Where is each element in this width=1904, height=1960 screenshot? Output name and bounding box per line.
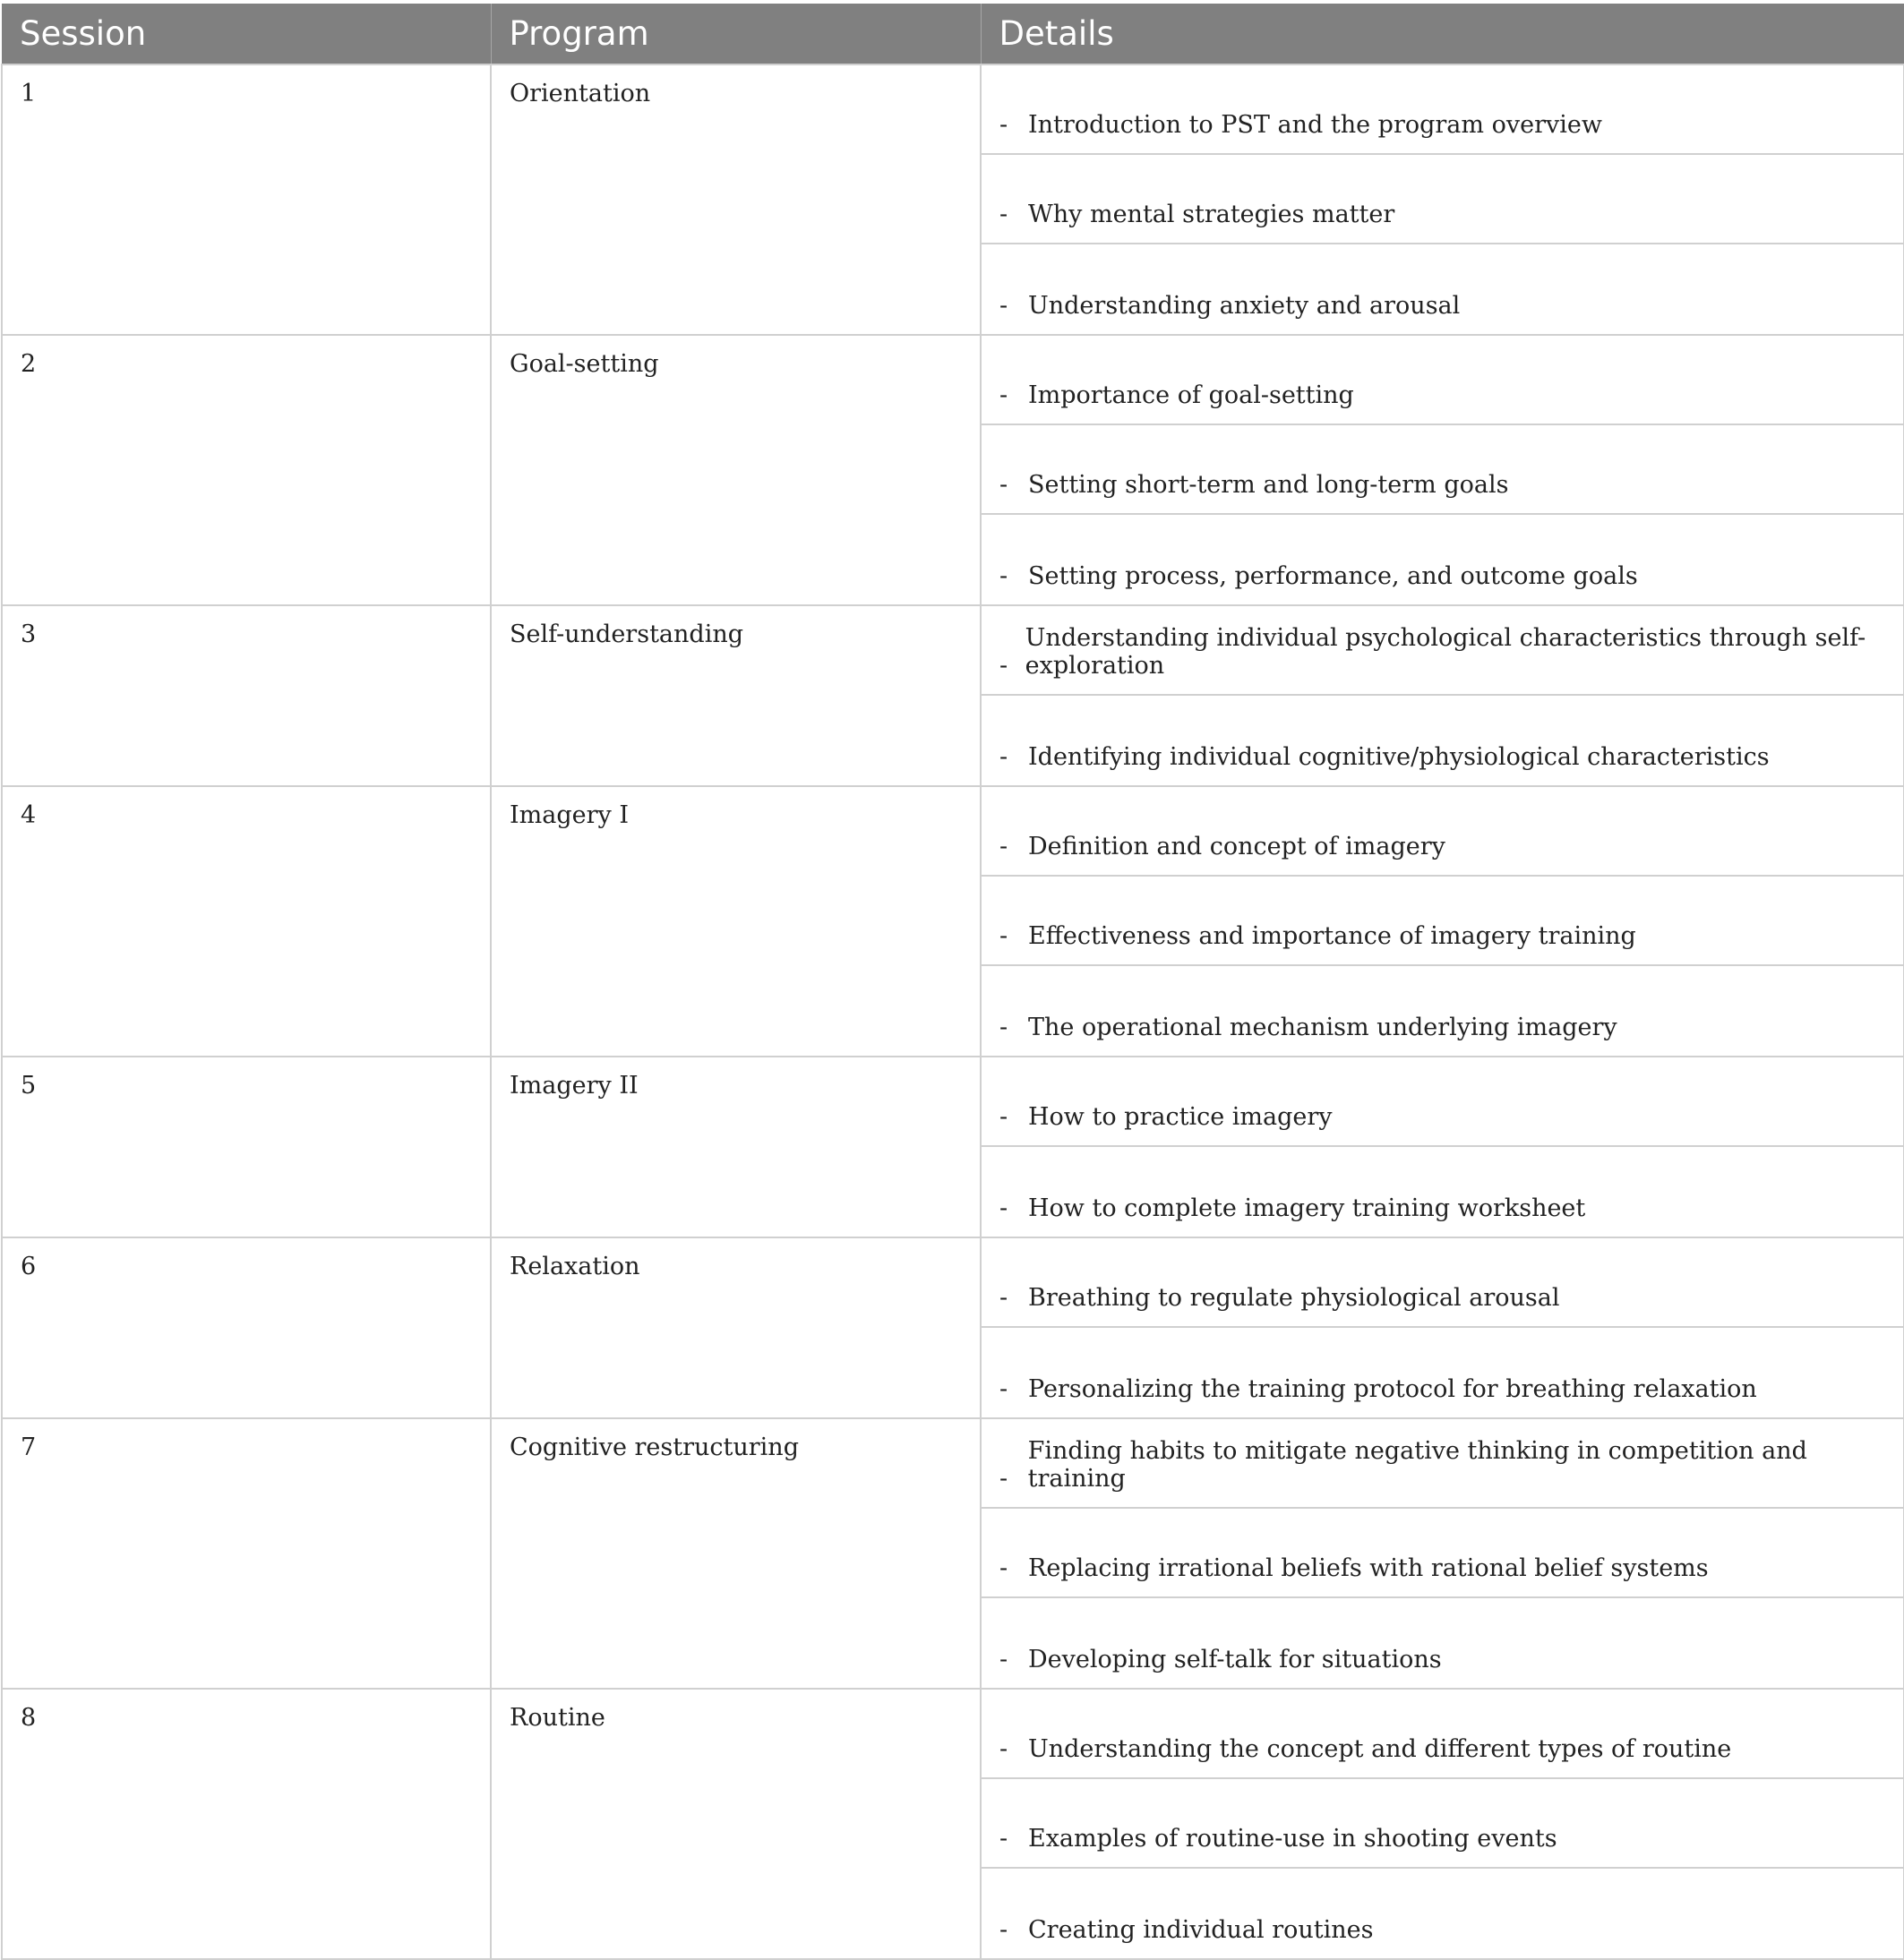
- dash-bullet: -: [999, 1465, 1008, 1493]
- detail-item: [982, 1869, 1903, 1958]
- dash-bullet: -: [999, 1735, 1008, 1763]
- detail-text: Understanding anxiety and arousal: [1028, 292, 1461, 320]
- dash-bullet: -: [999, 1103, 1008, 1131]
- table-row: [2, 1689, 1904, 1959]
- detail-item: [982, 155, 1903, 244]
- detail-text: Creating individual routines: [1028, 1916, 1374, 1944]
- detail-text: How to practice imagery: [1028, 1103, 1333, 1131]
- dash-bullet: -: [999, 1554, 1008, 1582]
- detail-text: Definition and concept of imagery: [1028, 833, 1445, 860]
- details-cell: [981, 786, 1904, 1057]
- details-cell: [981, 605, 1904, 786]
- table-body: [2, 64, 1904, 1959]
- dash-bullet: -: [999, 111, 1008, 139]
- dash-bullet: -: [999, 1014, 1008, 1041]
- detail-text: Finding habits to mitigate negative thinking in competition and training: [1027, 1437, 1807, 1493]
- detail-item: [982, 966, 1903, 1056]
- detail-item: [982, 1690, 1903, 1779]
- table-row: [2, 1237, 1904, 1418]
- detail-text: How to complete imagery training worksheet: [1028, 1194, 1586, 1222]
- header-program: Program: [491, 4, 981, 64]
- detail-text: Importance of goal-setting: [1028, 381, 1354, 409]
- dash-bullet: -: [999, 1825, 1008, 1853]
- dash-bullet: -: [999, 1375, 1008, 1403]
- detail-item: [982, 1419, 1903, 1509]
- program-name: Relaxation: [491, 1237, 981, 1418]
- program-name: Self-understanding: [491, 605, 981, 786]
- session-number: 1: [2, 64, 491, 335]
- detail-item: [982, 425, 1903, 515]
- detail-item: [982, 877, 1903, 966]
- session-number: 4: [2, 786, 491, 1057]
- detail-item: [982, 696, 1903, 785]
- detail-item: [982, 1598, 1903, 1688]
- detail-item: [982, 244, 1903, 334]
- detail-text: Breathing to regulate physiological arousal: [1028, 1284, 1560, 1312]
- detail-text: Introduction to PST and the program overview: [1028, 111, 1602, 139]
- page: [0, 4, 1904, 1956]
- detail-item: [982, 515, 1903, 604]
- detail-item: [982, 606, 1903, 696]
- program-name: Routine: [491, 1689, 981, 1959]
- dash-bullet: -: [999, 1916, 1008, 1944]
- header-session: Session: [2, 4, 491, 64]
- detail-text: Effectiveness and importance of imagery training: [1028, 922, 1636, 950]
- detail-item: [982, 336, 1903, 425]
- detail-item: [982, 1238, 1903, 1328]
- dash-bullet: -: [999, 471, 1008, 499]
- detail-item: [982, 1328, 1903, 1417]
- program-name: Orientation: [491, 64, 981, 335]
- program-name: Imagery II: [491, 1057, 981, 1237]
- sessions-table: [1, 4, 1904, 1960]
- detail-text: Why mental strategies matter: [1028, 201, 1395, 228]
- detail-item: [982, 1779, 1903, 1869]
- detail-text: Identifying individual cognitive/physiological characteristics: [1028, 743, 1770, 771]
- dash-bullet: -: [999, 292, 1008, 320]
- dash-bullet: -: [999, 922, 1008, 950]
- detail-text: Replacing irrational beliefs with rational belief systems: [1028, 1554, 1709, 1582]
- table-row: [2, 1418, 1904, 1689]
- table-row: [2, 1057, 1904, 1237]
- dash-bullet: -: [999, 562, 1008, 590]
- detail-text: Examples of routine-use in shooting events: [1028, 1825, 1557, 1853]
- dash-bullet: -: [999, 381, 1008, 409]
- table-row: [2, 786, 1904, 1057]
- session-number: 5: [2, 1057, 491, 1237]
- dash-bullet: -: [999, 1284, 1008, 1312]
- detail-text: Understanding individual psychological characteristics through self-exploration: [1025, 624, 1866, 680]
- detail-item: [982, 65, 1903, 155]
- table-row: [2, 335, 1904, 605]
- table-row: [2, 605, 1904, 786]
- dash-bullet: -: [999, 201, 1008, 228]
- session-number: 8: [2, 1689, 491, 1959]
- detail-item: [982, 787, 1903, 877]
- detail-item: [982, 1057, 1903, 1147]
- dash-bullet: -: [999, 743, 1008, 771]
- detail-item: [982, 1509, 1903, 1598]
- session-number: 7: [2, 1418, 491, 1689]
- program-name: Imagery I: [491, 786, 981, 1057]
- table-header: [2, 4, 1904, 64]
- details-cell: [981, 1057, 1904, 1237]
- program-name: Goal-setting: [491, 335, 981, 605]
- detail-text: Understanding the concept and different types of routine: [1028, 1735, 1732, 1763]
- details-cell: [981, 64, 1904, 335]
- dash-bullet: -: [999, 1194, 1008, 1222]
- detail-item: [982, 1147, 1903, 1237]
- detail-text: Developing self-talk for situations: [1028, 1646, 1442, 1673]
- session-number: 3: [2, 605, 491, 786]
- table-row: [2, 64, 1904, 335]
- details-cell: [981, 335, 1904, 605]
- details-cell: [981, 1237, 1904, 1418]
- session-number: 2: [2, 335, 491, 605]
- details-cell: [981, 1418, 1904, 1689]
- dash-bullet: -: [999, 1646, 1008, 1673]
- dash-bullet: -: [999, 652, 1008, 680]
- session-number: 6: [2, 1237, 491, 1418]
- header-details: Details: [981, 4, 1904, 64]
- program-name: Cognitive restructuring: [491, 1418, 981, 1689]
- detail-text: Setting process, performance, and outcome goals: [1028, 562, 1638, 590]
- detail-text: Personalizing the training protocol for breathing relaxation: [1028, 1375, 1757, 1403]
- detail-text: The operational mechanism underlying imagery: [1028, 1014, 1617, 1041]
- details-cell: [981, 1689, 1904, 1959]
- detail-text: Setting short-term and long-term goals: [1028, 471, 1509, 499]
- dash-bullet: -: [999, 833, 1008, 860]
